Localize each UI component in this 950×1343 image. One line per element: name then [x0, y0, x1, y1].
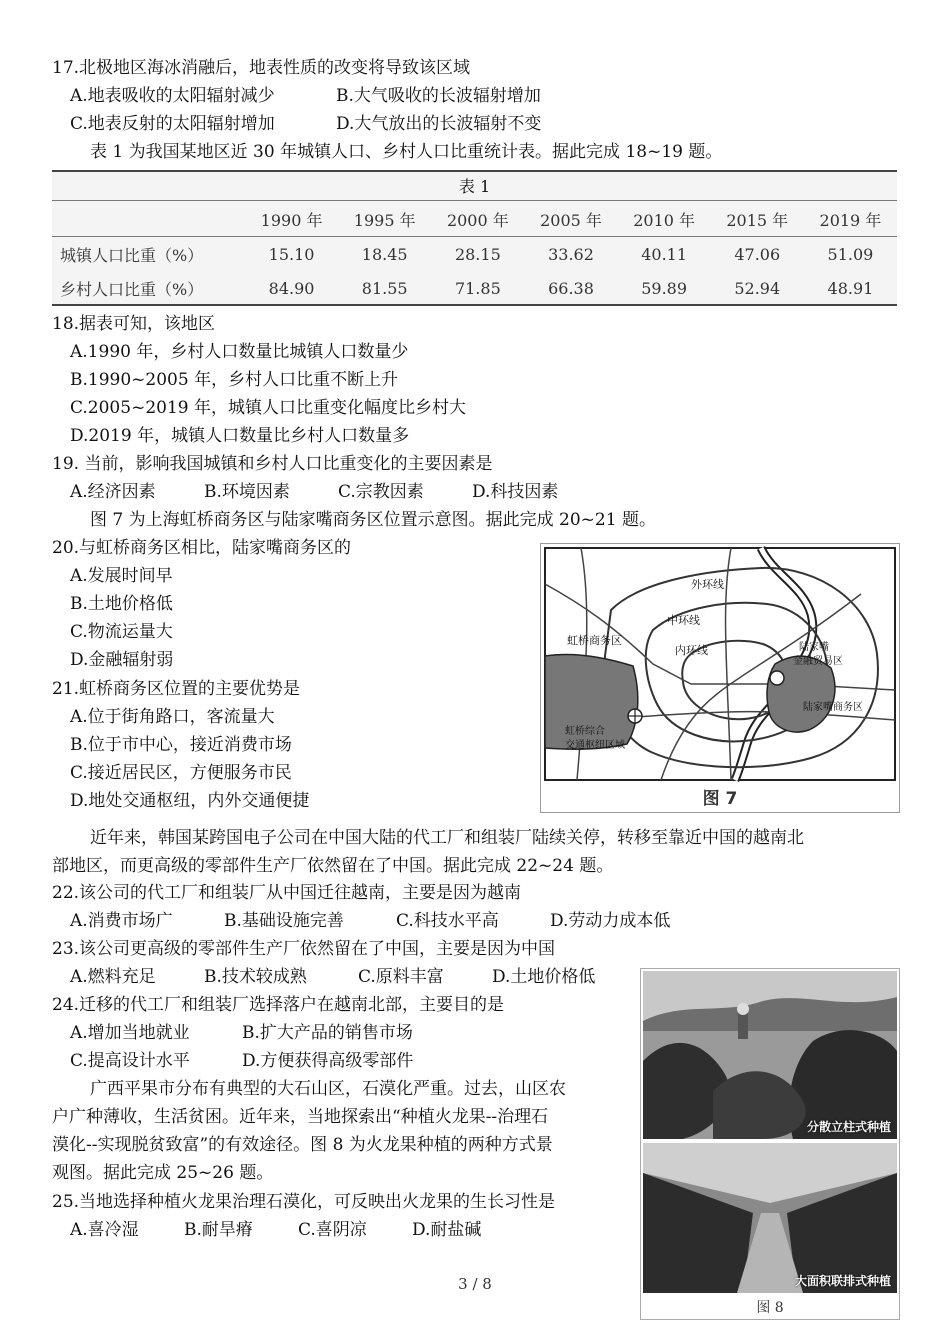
q18-stem: 18.据表可知，该地区 — [52, 314, 216, 334]
q24-option-d: D.方便获得高级零部件 — [242, 1051, 414, 1071]
photo-row-image — [643, 1143, 897, 1293]
q21-stem: 21.虹桥商务区位置的主要优势是 — [52, 679, 301, 699]
q25-option-c: C.喜阴凉 — [298, 1220, 367, 1240]
label-hongqiao: 虹桥商务区 — [567, 634, 622, 647]
photo-scattered-image — [643, 971, 897, 1139]
q20-option-a: A.发展时间早 — [70, 566, 173, 586]
q17-option-a: A.地表吸收的太阳辐射减少 — [70, 86, 275, 106]
q25-stem: 25.当地选择种植火龙果治理石漠化，可反映出火龙果的生长习性是 — [52, 1192, 556, 1212]
population-table — [52, 202, 897, 305]
label-inner-ring: 内环线 — [675, 644, 708, 657]
q25-option-a: A.喜冷湿 — [70, 1220, 139, 1240]
table-cell: 48.91 — [827, 278, 874, 298]
label-ljz-trade-1: 陆家嘴 — [799, 642, 829, 653]
table-cell: 59.89 — [641, 278, 688, 298]
q23-option-b: B.技术较成熟 — [204, 967, 307, 987]
q20-stem: 20.与虹桥商务区相比，陆家嘴商务区的 — [52, 538, 352, 558]
q24-option-b: B.扩大产品的销售市场 — [242, 1023, 413, 1043]
table-header-year: 2019 年 — [804, 202, 897, 237]
label-middle-ring: 中环线 — [667, 614, 700, 627]
page-number: 3 / 8 — [458, 1275, 492, 1293]
table-cell: 28.15 — [454, 244, 501, 264]
table-header-year: 2000 年 — [431, 202, 524, 237]
table-cell: 33.62 — [548, 244, 594, 264]
table-cell: 47.06 — [734, 244, 781, 264]
table-header-year: 2005 年 — [524, 202, 617, 237]
q21-option-b: B.位于市中心，接近消费市场 — [70, 735, 292, 755]
q19-options — [70, 480, 558, 504]
table-row-urban — [52, 237, 897, 272]
q25-option-d: D.耐盐碱 — [412, 1220, 482, 1240]
q17-options-row1 — [70, 84, 541, 108]
q20-option-c: C.物流运量大 — [70, 622, 173, 642]
q22-options — [70, 909, 670, 933]
q21-option-c: C.接近居民区，方便服务市民 — [70, 763, 292, 783]
figure-8-caption: 图 8 — [756, 1300, 784, 1316]
table-header-year: 1990 年 — [245, 202, 338, 237]
q24-option-c: C.提高设计水平 — [70, 1051, 190, 1071]
q22-option-c: C.科技水平高 — [396, 911, 499, 931]
q25-options — [70, 1218, 481, 1242]
q17-option-d: D.大气放出的长波辐射不变 — [336, 114, 542, 134]
intro-25-26-line3: 漠化--实现脱贫致富”的有效途径。图 8 为火龙果种植的两种方式景 — [52, 1135, 553, 1155]
table-divider — [52, 200, 897, 201]
table-cell: 71.85 — [454, 278, 501, 298]
q23-options — [70, 965, 595, 989]
q17-options-row2 — [70, 112, 541, 136]
q24-option-a: A.增加当地就业 — [70, 1023, 190, 1043]
intro-25-26-line2: 户广种薄收，生活贫困。近年来，当地探索出“种植火龙果--治理石 — [52, 1107, 549, 1127]
q25-option-b: B.耐旱瘠 — [184, 1220, 253, 1240]
q18-option-d: D.2019 年，城镇人口数量比乡村人口数量多 — [70, 426, 410, 446]
table-header-year: 2015 年 — [711, 202, 804, 237]
label-ljz-trade-2: 金融贸易区 — [793, 656, 843, 667]
label-hub-1: 虹桥综合 — [565, 726, 605, 737]
table-cell: 15.10 — [268, 244, 315, 264]
table-cell: 81.55 — [361, 278, 408, 298]
q19-stem: 19. 当前，影响我国城镇和乡村人口比重变化的主要因素是 — [52, 454, 493, 474]
q23-option-d: D.土地价格低 — [492, 967, 596, 987]
q20-option-d: D.金融辐射弱 — [70, 650, 174, 670]
table-row-label: 城镇人口比重（%） — [60, 245, 204, 265]
q21-option-a: A.位于街角路口，客流量大 — [70, 707, 275, 727]
table-cell: 51.09 — [827, 244, 874, 264]
figure-8-photos — [640, 968, 900, 1320]
q24-options-row1 — [70, 1021, 413, 1045]
q20-option-b: B.土地价格低 — [70, 594, 173, 614]
q17-option-b: B.大气吸收的长波辐射增加 — [336, 86, 541, 106]
table-corner — [52, 202, 245, 237]
intro-22-24-line2: 部地区，而更高级的零部件生产厂依然留在了中国。据此完成 22~24 题。 — [52, 856, 614, 876]
photo-bottom-label: 大面积联排式种植 — [794, 1274, 891, 1288]
label-ljz-business: 陆家嘴商务区 — [803, 702, 863, 713]
table-cell: 18.45 — [361, 244, 408, 264]
q23-option-c: C.原料丰富 — [358, 967, 444, 987]
photo-top-label: 分散立柱式种植 — [806, 1120, 891, 1134]
table-header-row — [52, 202, 897, 237]
table-row-label: 乡村人口比重（%） — [60, 279, 204, 299]
q24-options-row2 — [70, 1049, 413, 1073]
label-hub-2: 交通枢纽区域 — [565, 740, 625, 751]
q22-option-b: B.基础设施完善 — [224, 911, 344, 931]
photo-row-planting — [643, 1143, 897, 1293]
table-header-year: 2010 年 — [618, 202, 711, 237]
label-outer-ring: 外环线 — [691, 578, 724, 591]
table-cell: 40.11 — [641, 244, 688, 264]
table-header-year: 1995 年 — [338, 202, 431, 237]
q23-stem: 23.该公司更高级的零部件生产厂依然留在了中国，主要是因为中国 — [52, 939, 556, 959]
photo-scattered-planting — [643, 971, 897, 1139]
q18-option-b: B.1990~2005 年，乡村人口比重不断上升 — [70, 370, 399, 390]
q18-option-a: A.1990 年，乡村人口数量比城镇人口数量少 — [70, 342, 409, 362]
intro-22-24-line1: 近年来，韩国某跨国电子公司在中国大陆的代工厂和组装厂陆续关停，转移至靠近中国的越南北 — [90, 828, 804, 848]
table-1 — [52, 170, 897, 306]
intro-18-19: 表 1 为我国某地区近 30 年城镇人口、乡村人口比重统计表。据此完成 18~19 题。 — [90, 142, 723, 162]
q23-option-a: A.燃料充足 — [70, 967, 156, 987]
figure-7-caption: 图 7 — [702, 789, 738, 809]
table-caption: 表 1 — [458, 177, 491, 196]
intro-20-21: 图 7 为上海虹桥商务区与陆家嘴商务区位置示意图。据此完成 20~21 题。 — [90, 510, 656, 530]
q21-option-d: D.地处交通枢纽，内外交通便捷 — [70, 791, 310, 811]
figure-7-map — [540, 543, 900, 813]
q22-option-d: D.劳动力成本低 — [550, 911, 671, 931]
q19-option-d: D.科技因素 — [472, 482, 559, 502]
q17-option-c: C.地表反射的太阳辐射增加 — [70, 114, 275, 134]
table-cell: 66.38 — [548, 278, 594, 298]
q22-stem: 22.该公司的代工厂和组装厂从中国迁往越南，主要是因为越南 — [52, 883, 522, 903]
shanghai-map-drawing — [541, 544, 899, 784]
table-cell: 84.90 — [268, 278, 315, 298]
q19-option-c: C.宗教因素 — [338, 482, 424, 502]
q24-stem: 24.迁移的代工厂和组装厂选择落户在越南北部，主要目的是 — [52, 995, 505, 1015]
q19-option-b: B.环境因素 — [204, 482, 290, 502]
q19-option-a: A.经济因素 — [70, 482, 156, 502]
intro-25-26-line1: 广西平果市分布有典型的大石山区，石漠化严重。过去，山区农 — [90, 1079, 566, 1099]
table-row-rural — [52, 271, 897, 305]
q18-option-c: C.2005~2019 年，城镇人口比重变化幅度比乡村大 — [70, 398, 466, 418]
table-cell: 52.94 — [734, 278, 781, 298]
q17-stem: 17.北极地区海冰消融后，地表性质的改变将导致该区域 — [52, 58, 471, 78]
intro-25-26-line4: 观图。据此完成 25~26 题。 — [52, 1163, 274, 1183]
q22-option-a: A.消费市场广 — [70, 911, 173, 931]
